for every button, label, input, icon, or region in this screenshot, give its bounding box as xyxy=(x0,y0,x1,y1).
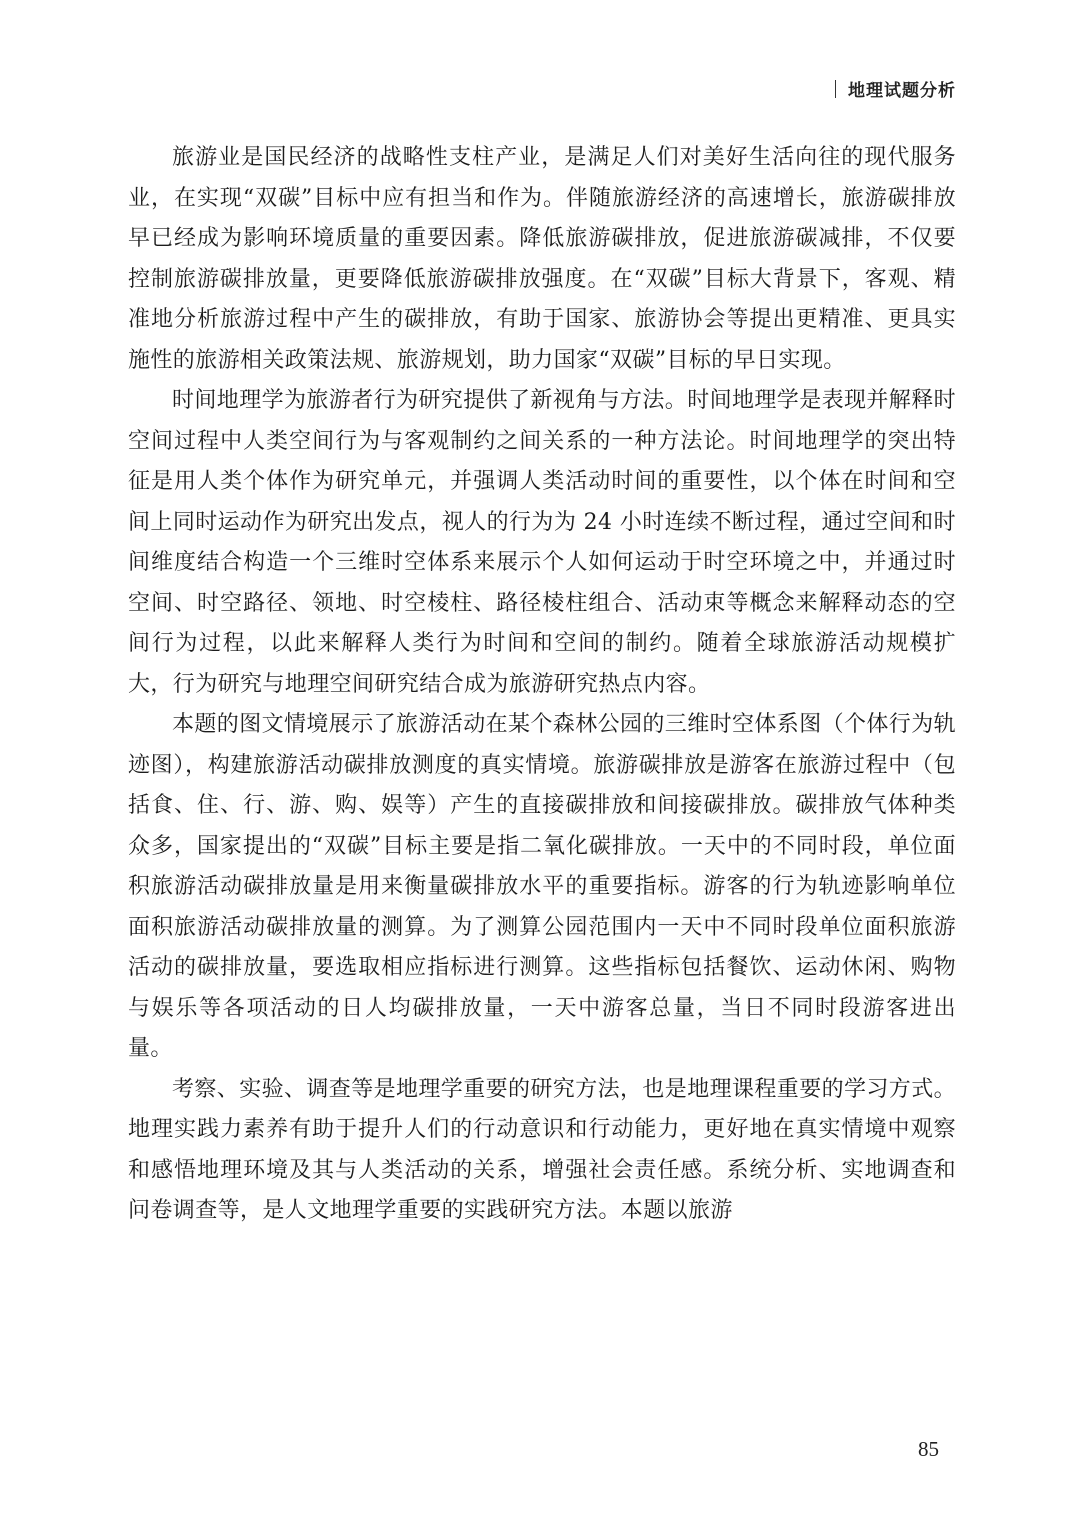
body-text xyxy=(128,138,956,1232)
page-number: 85 xyxy=(918,1437,939,1461)
header-divider xyxy=(835,80,836,98)
header-section-title: 地理试题分析 xyxy=(848,81,956,101)
paragraph-1: 旅游业是国民经济的战略性支柱产业，是满足人们对美好生活向往的现代服务业，在实现“双碳”目标中应有担当和作为。伴随旅游经济的高速增长，旅游碳排放早已经成为影响环境质量的重要因素。降低旅游碳排放，促进旅游碳减排，不仅要控制旅游碳排放量，更要降低旅游碳排放强度。在“双碳”目标大背景下，客观、精准地分析旅游过程中产生的碳排放，有助于国家、旅游协会等提出更精准、更具实施性的旅游相关政策法规、旅游规划，助力国家“双碳”目标的早日实现。 xyxy=(128,145,956,373)
running-header xyxy=(835,76,956,101)
paragraph-3: 本题的图文情境展示了旅游活动在某个森林公园的三维时空体系图（个体行为轨迹图），构建旅游活动碳排放测度的真实情境。旅游碳排放是游客在旅游过程中（包括食、住、行、游、购、娱等）产生的直接碳排放和间接碳排放。碳排放气体种类众多，国家提出的“双碳”目标主要是指二氧化碳排放。一天中的不同时段，单位面积旅游活动碳排放量是用来衡量碳排放水平的重要指标。游客的行为轨迹影响单位面积旅游活动碳排放量的测算。为了测算公园范围内一天中不同时段单位面积旅游活动的碳排放量，要选取相应指标进行测算。这些指标包括餐饮、运动休闲、购物与娱乐等各项活动的日人均碳排放量，一天中游客总量，当日不同时段游客进出量。 xyxy=(128,712,957,1061)
paragraph-2: 时间地理学为旅游者行为研究提供了新视角与方法。时间地理学是表现并解释时空间过程中人类空间行为与客观制约之间关系的一种方法论。时间地理学的突出特征是用人类个体作为研究单元，并强调人类活动时间的重要性，以个体在时间和空间上同时运动作为研究出发点，视人的行为为 24 小时连续不断过程，通过空间和时间维度结合构造一个三维时空体系来展示个人如何运动于时空环境之中，并通过时空间、时空路径、领地、时空棱柱、路径棱柱组合、活动束等概念来解释动态的空间行为过程，以此来解释人类行为时间和空间的制约。随着全球旅游活动规模扩大，行为研究与地理空间研究结合成为旅游研究热点内容。 xyxy=(128,388,957,697)
paragraph-4: 考察、实验、调查等是地理学重要的研究方法，也是地理课程重要的学习方式。地理实践力素养有助于提升人们的行动意识和行动能力，更好地在真实情境中观察和感悟地理环境及其与人类活动的关系，增强社会责任感。系统分析、实地调查和问卷调查等，是人文地理学重要的实践研究方法。本题以旅游 xyxy=(128,1076,957,1223)
